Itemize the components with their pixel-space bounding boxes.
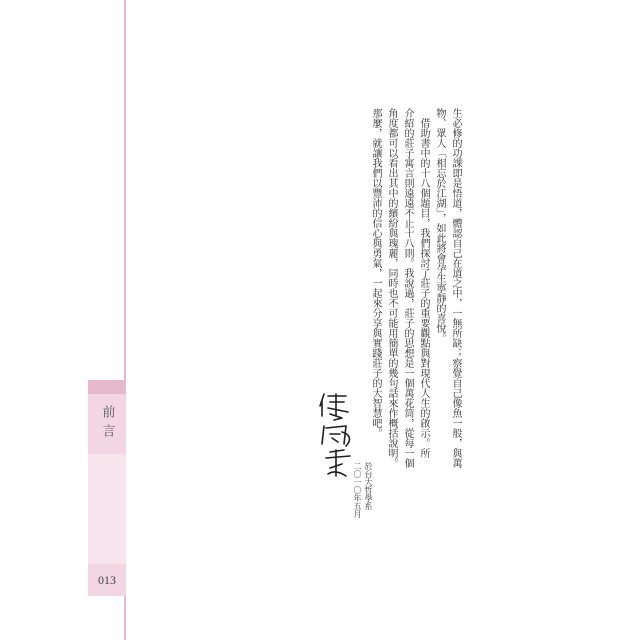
page-number: 013	[98, 572, 116, 587]
page-number-tab	[88, 564, 126, 596]
signature-date: 二〇一〇年五月	[353, 462, 362, 518]
chapter-tab	[88, 394, 126, 454]
body-text	[367, 108, 463, 528]
body-line: 生必修的功課即是悟道，體認自己在道之中，一無所缺；察覺自己像魚一般，與萬	[450, 108, 461, 468]
body-line: 那麼，就讓我們以豐沛的信心與勇氣，一起來分享與實踐莊子的大智慧吧。	[370, 108, 381, 438]
body-line: 物、眾人「相忘於江湖」，如此將會孕生寧靜的喜悅。	[434, 108, 445, 343]
signature-note	[352, 462, 374, 518]
chapter-title: 前言	[99, 405, 115, 443]
body-line: 介紹的莊子寓言則遠遠不止十八則。我說過，莊子的思想是一個萬花筒，從每一個	[402, 108, 413, 468]
tab-spacer	[88, 454, 126, 564]
body-line: 角度都可以看出其中的繽紛與瑰麗，同時也不可能用簡單的幾句話來作概括說明。	[386, 108, 397, 468]
tab-top-band	[88, 380, 126, 394]
signature-affiliation: 於台大哲學系	[364, 462, 373, 510]
body-line: 借助書中的十八個題目，我們探討了莊子的重要觀點與對現代人生的啟示。所	[418, 108, 429, 458]
